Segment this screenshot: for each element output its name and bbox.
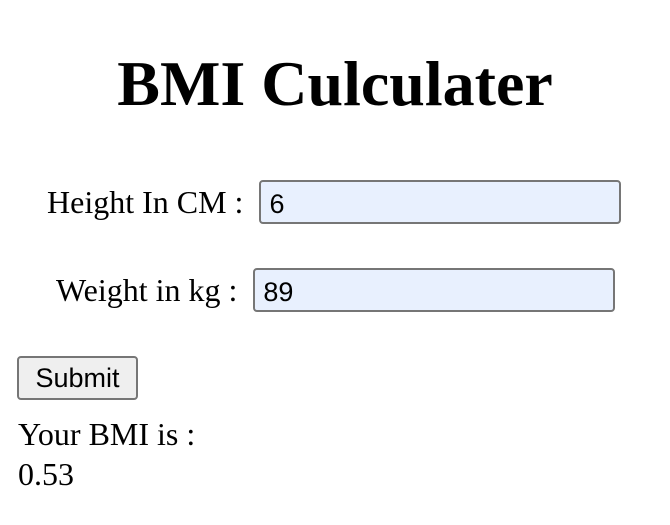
weight-label: Weight in kg : xyxy=(56,272,246,308)
height-row xyxy=(47,180,621,224)
height-label: Height In CM : xyxy=(47,184,252,220)
weight-row xyxy=(56,268,615,312)
submit-button[interactable]: Submit xyxy=(17,356,138,400)
bmi-result-value: 0.53 xyxy=(18,456,74,492)
bmi-result-label: Your BMI is : xyxy=(18,416,204,452)
height-input[interactable] xyxy=(259,180,621,224)
weight-input[interactable] xyxy=(253,268,615,312)
page-title: BMI Culculater xyxy=(117,48,553,119)
